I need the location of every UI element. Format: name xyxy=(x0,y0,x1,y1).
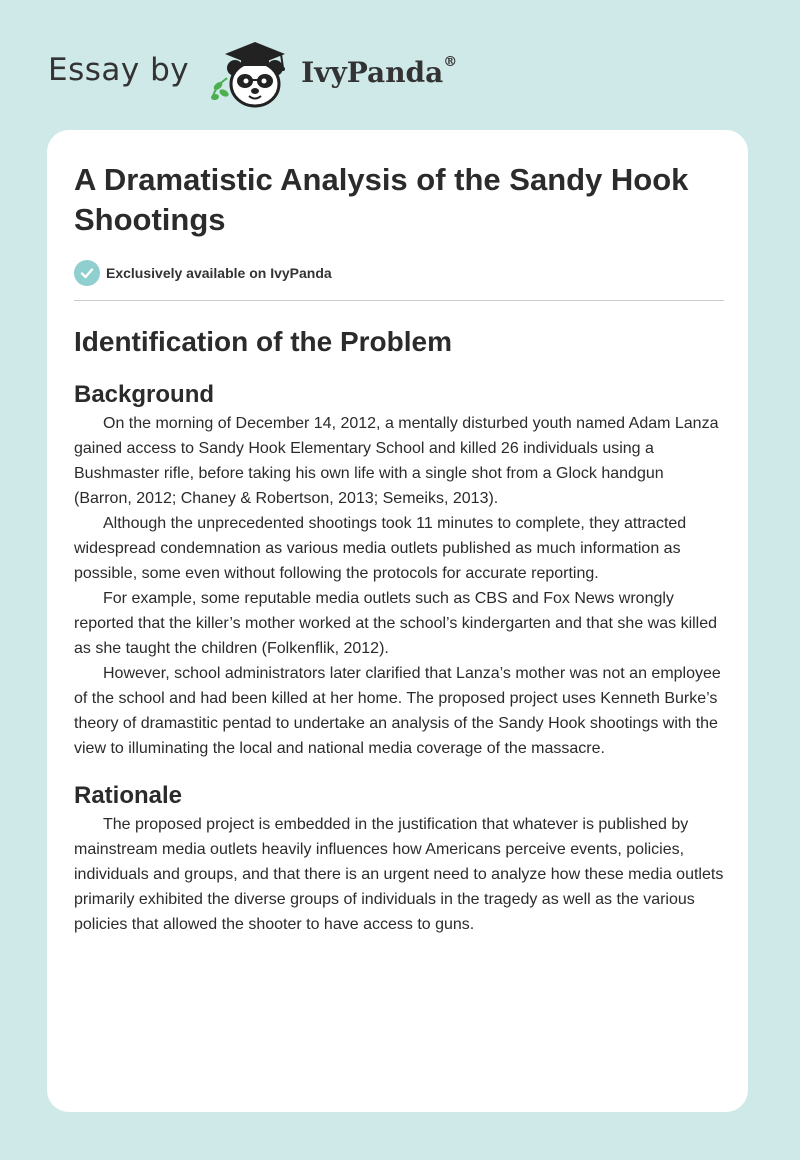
rationale-heading: Rationale xyxy=(74,782,183,809)
brand-text: IvyPanda xyxy=(301,55,444,89)
panda-graduate-icon[interactable] xyxy=(205,34,297,114)
essay-card xyxy=(47,130,748,1112)
essay-by-label: Essay by xyxy=(48,52,190,88)
background-paragraph: For example, some reputable media outlets such as CBS and Fox News wrongly reported that the killer’s mother worked at the school’s kindergarten and that she was killed as she taught the children (Folkenflik, 2012). xyxy=(74,590,718,657)
brand-name[interactable] xyxy=(301,53,458,89)
background-paragraph: Although the unprecedented shootings took 11 minutes to complete, they attracted widespread condemnation as various media outlets published as much information as possible, some even without following the protocols for accurate reporting. xyxy=(74,515,687,582)
essay-title: A Dramatistic Analysis of the Sandy Hook Shootings xyxy=(74,162,689,237)
title-divider xyxy=(74,300,724,301)
section-heading: Identification of the Problem xyxy=(74,326,453,357)
registered-mark: ® xyxy=(443,53,458,70)
site-header xyxy=(48,34,457,114)
background-heading: Background xyxy=(74,381,215,408)
essay-content xyxy=(74,160,724,937)
exclusive-badge xyxy=(74,260,724,286)
background-paragraph: On the morning of December 14, 2012, a mentally disturbed youth named Adam Lanza gained access to Sandy Hook Elementary School and killed 26 individuals using a Bushmaster rifle, before taking his own life with a single shot from a Glock handgun (Barron, 2012; Chaney & Robertson, 2013; Semeiks, 2013). xyxy=(74,415,719,507)
exclusive-badge-text: Exclusively available on IvyPanda xyxy=(106,265,332,281)
rationale-paragraph: The proposed project is embedded in the justification that whatever is published by mainstream media outlets heavily influences how Americans perceive events, policies, individuals and groups, and that there is an urgent need to analyze how these media outlets primarily exhibited the diverse groups of individuals in the tragedy as well as the various policies that allowed the shooter to have access to guns. xyxy=(74,816,724,933)
checkmark-icon xyxy=(74,260,100,286)
background-paragraph: However, school administrators later clarified that Lanza’s mother was not an employee of the school and had been killed at her home. The proposed project uses Kenneth Burke’s theory of dramastitic pentad to undertake an analysis of the Sandy Hook shootings with the view to illuminating the local and national media coverage of the massacre. xyxy=(74,665,721,757)
